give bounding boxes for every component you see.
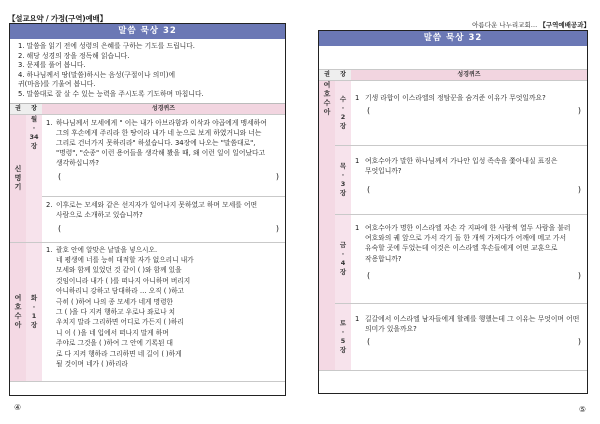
table-row bbox=[10, 197, 285, 242]
meditation-steps bbox=[10, 39, 285, 104]
table-header-row bbox=[319, 70, 587, 81]
step-item: 4. 하나님께서 땅(말씀)하시는 음성(구절이나 의미)에 bbox=[18, 70, 176, 79]
question-text: 여호수아가 말한 하나님께서 가나안 입성 족속을 쫓아내실 표징은 무엇입니까? bbox=[365, 157, 558, 176]
question-text: 이후로는 모세와 같은 선지자가 일어나지 못하였고 하며 모세를 어떤 사람으로 소개하고 있습니까? bbox=[56, 201, 258, 220]
fill-in-passage[interactable]: 1. 괄호 안에 알맞은 낱말을 넣으시오. 네 평생에 너를 능히 대적할 자가 없으리니 내가 모세와 함께 있었던 것 같이 ( )와 함께 있을 것임이니라 내가 ( )를 떠나지 아니하며 버리지 아니하리니 강하고 담대하라 … 오직 ( )하고 극히 ( )하여 나의 종 모세가 네게 명령한 그 ( )을 다 지켜 행하고 우로나 좌로나 치 우치지 말라 그리하면 어디로 가든지 ( )하리 니 이 ( )을 네 입에서 떠나지 말게 하며 주야로 그것을 ( )하여 그 안에 기록된 대 로 다 지켜 행하라 그리하면 네 길이 ( )하게 될 것이며 네가 ( )하리라 bbox=[46, 245, 194, 369]
question-cell: 1 기생 라합이 이스라엘의 정탐꾼을 숨겨준 이유가 무엇일까요? ( ) bbox=[351, 81, 587, 146]
chapter-cell-2: 수 · 2 장 bbox=[335, 81, 351, 146]
right-worksheet bbox=[318, 30, 588, 394]
chapter-cell-5: 토 · 5 장 bbox=[335, 304, 351, 371]
book-cell-deuteronomy: 신 명 기 bbox=[10, 114, 26, 242]
question-text: 여호수아가 명한 이스라엘 자손 각 지파에 한 사람씩 열두 사람을 불러 여호와의 궤 앞으로 가서 각기 돌 한 개씩 가져다가 어깨에 메고 가서 유숙할 곳에 두었는데 이것은 이스라엘 후손들에게 어떤 교훈으로 작용합니까? bbox=[365, 224, 571, 263]
step-item: 1. 말씀을 읽기 전에 성령의 은혜를 구하는 기도를 드립니다. bbox=[18, 42, 195, 50]
book-cell-joshua: 여 호 수 아 bbox=[10, 242, 26, 381]
table-row bbox=[319, 215, 587, 304]
chapter-cell-4: 금 · 4 장 bbox=[335, 215, 351, 304]
page-number: ④ bbox=[14, 403, 22, 412]
answer-field[interactable]: ( ) bbox=[367, 185, 581, 195]
question-text: 길갈에서 이스라엘 남자들에게 할례를 행했는데 그 이유는 무엇이며 어떤 의미가 있을까요? bbox=[365, 315, 580, 334]
col-jang-header: 장 bbox=[26, 104, 42, 115]
question-cell: 1 여호수아가 명한 이스라엘 자손 각 지파에 한 사람씩 열두 사람을 불러 여호와의 궤 앞으로 가서 각기 돌 한 개씩 가져다가 어깨에 메고 가서 유숙할 곳에 두었는데 이것은 이스라엘 후손들에게 어떤 교훈으로 작용합니까? ( ) bbox=[351, 215, 587, 304]
left-worksheet bbox=[9, 23, 286, 396]
left-header: 【설교요약 / 가정(구역)예배】 bbox=[8, 14, 107, 23]
step-item: 3. 문제를 풀어 봅니다. bbox=[18, 61, 86, 70]
left-title-bar: 말씀 묵상 32 bbox=[10, 24, 285, 39]
step-item: 5. 말씀대로 잘 살 수 있는 능력을 주시도록 기도하며 마칩니다. bbox=[18, 89, 204, 98]
col-quiz-header: 성경퀴즈 bbox=[351, 70, 587, 81]
question-cell: 1. 하나님께서 모세에게 " 이는 내가 아브라함과 이삭과 야곱에게 맹세하여 그의 후손에게 주리라 한 땅이라 내가 네 눈으로 보게 하였거니와 너는 그리로 건너가지 못하리라" 하셨습니다. 34장에 나오는 "말씀대로", "명령", "순종" 이런 용어들을 생각해 봤을 때, 왜 이런 일이 일어났다고 생각하십니까? ( ) bbox=[42, 114, 285, 197]
table-row bbox=[319, 81, 587, 146]
chapter-cell-1: 화 · 1 장 bbox=[26, 242, 42, 381]
table-row bbox=[10, 114, 285, 197]
step-item: 2. 해당 성경의 장을 정독해 읽습니다. bbox=[18, 51, 130, 60]
answer-field[interactable]: ( ) bbox=[58, 171, 279, 181]
book-cell-joshua: 여 호 수 아 bbox=[319, 81, 335, 371]
answer-field[interactable]: ( ) bbox=[367, 106, 581, 116]
answer-field[interactable]: ( ) bbox=[58, 223, 279, 233]
chapter-cell-34: 월 · 34 장 bbox=[26, 114, 42, 242]
right-title-bar: 말씀 묵상 32 bbox=[319, 31, 587, 46]
right-page bbox=[300, 0, 600, 424]
col-quiz-header: 성경퀴즈 bbox=[42, 104, 285, 115]
table-header-row bbox=[10, 104, 285, 115]
right-header: 아름다운 나누리교회… 【구역예배공과】 bbox=[472, 21, 590, 29]
question-cell: 1 길갈에서 이스라엘 남자들에게 할례를 행했는데 그 이유는 무엇이며 어떤 의미가 있을까요? ( ) bbox=[351, 304, 587, 371]
table-row bbox=[10, 242, 285, 381]
question-cell: 2. 이후로는 모세와 같은 선지자가 일어나지 못하였고 하며 모세를 어떤 사람으로 소개하고 있습니까? ( ) bbox=[42, 197, 285, 242]
question-cell: 1 여호수아가 말한 하나님께서 가나안 입성 족속을 쫓아내실 표징은 무엇입니까? ( ) bbox=[351, 146, 587, 215]
question-text: 하나님께서 모세에게 " 이는 내가 아브라함과 이삭과 야곱에게 맹세하여 그의 후손에게 주리라 한 땅이라 내가 네 눈으로 보게 하였거니와 너는 그리로 건너가지 못하리라" 하셨습니다. 34장에 나오는 "말씀대로", "명령", "순종" 이런 용어들을 생각해 봤을 때, 왜 이런 일이 일어났다고 생각하십니까? bbox=[56, 118, 267, 168]
fill-in-cell bbox=[42, 242, 285, 381]
question-text: 기생 라합이 이스라엘의 정탐꾼을 숨겨준 이유가 무엇일까요? bbox=[365, 94, 546, 102]
answer-field[interactable]: ( ) bbox=[367, 337, 581, 347]
chapter-cell-3: 목 · 3 장 bbox=[335, 146, 351, 215]
table-row bbox=[319, 146, 587, 215]
col-jang-header: 장 bbox=[335, 70, 351, 81]
right-quiz-table bbox=[319, 70, 587, 371]
col-gwon-header: 권 bbox=[10, 104, 26, 115]
answer-field[interactable]: ( ) bbox=[367, 270, 581, 280]
page-number: ⑤ bbox=[578, 405, 586, 414]
left-quiz-table bbox=[10, 104, 285, 382]
col-gwon-header: 권 bbox=[319, 70, 335, 81]
table-row bbox=[319, 304, 587, 371]
step-item: 귀(마음)를 기울여 봅니다. bbox=[18, 80, 96, 89]
